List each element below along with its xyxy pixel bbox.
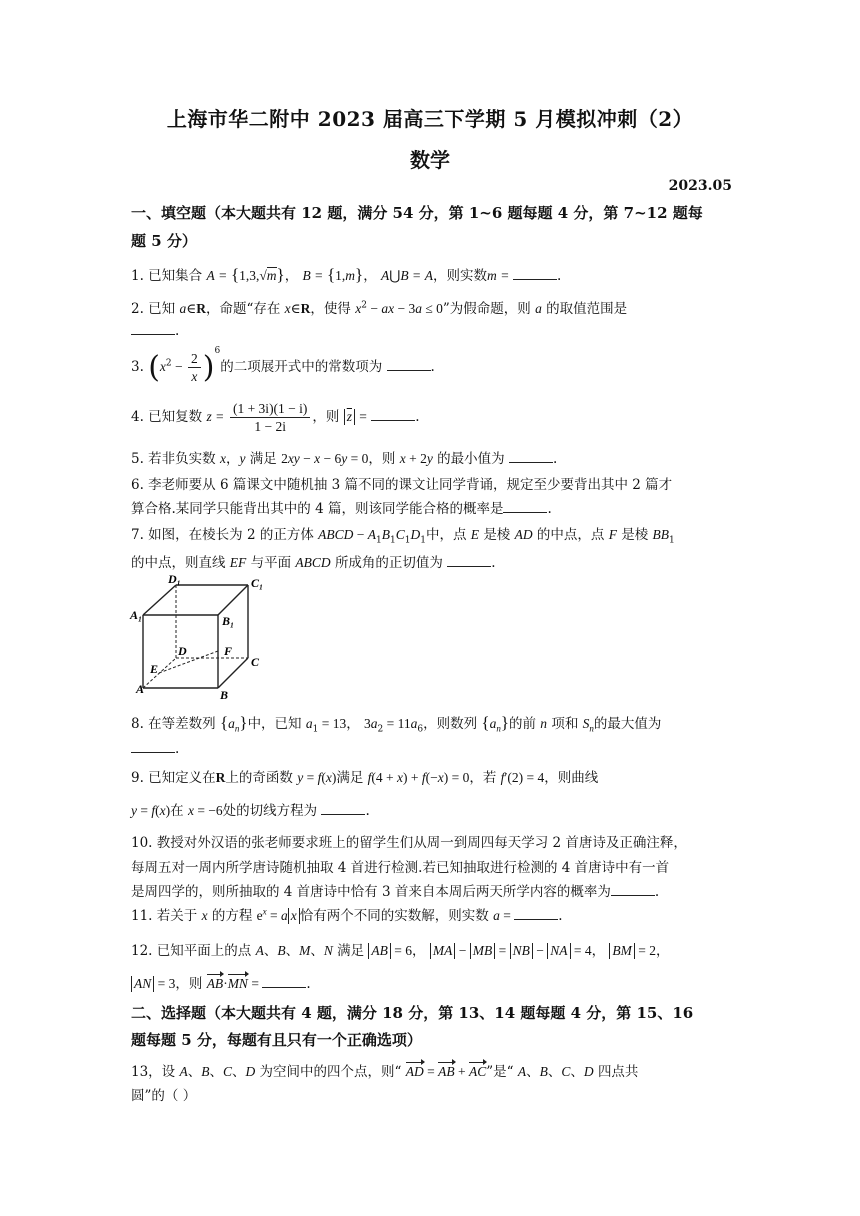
- question-9: 9. 已知定义在R上的奇函数 y = f(x)满足 f(4 + x) + f(−x) = 0，若 f′(2) = 4，则曲线: [131, 770, 599, 786]
- question-2-cont: .: [131, 322, 731, 339]
- question-1: 1. 已知集合 A = {1,3,√m}， B = {1,m}， A⋃B = A，则实数m = .: [131, 265, 562, 284]
- answer-blank: [447, 554, 491, 567]
- question-4: 4. 已知复数 z = $\frac{(1 + 3i)(1 - i)}{1 - 2i}$ ，则 $\overline{z}$ = .: [131, 401, 420, 434]
- edge-bc: [218, 658, 248, 688]
- question-10-cont1: 每周五对一周内所学唐诗随机抽取 4 首进行检测.若已知抽取进行检测的 4 首唐诗中有一首: [131, 860, 670, 876]
- answer-blank: [513, 267, 557, 280]
- answer-blank: [611, 883, 655, 896]
- label-c1: C₁: [251, 576, 264, 590]
- answer-blank: [387, 358, 431, 371]
- section1-heading: 一、填空题（本大题共有 12 题，满分 54 分，第 1~6 题每题 4 分，第 7~12 题每: [131, 204, 703, 222]
- label-f: F: [224, 644, 233, 658]
- edge-b1c1: [218, 585, 248, 615]
- question-7: 7. 如图，在棱长为 2 的正方体 ABCD − $A_1B_1C_1D_1$中，点 E 是棱 AD 的中点，点 F 是棱 $BB_1$: [131, 527, 675, 546]
- question-13-cont: 圆”的（ ）: [131, 1088, 197, 1104]
- question-9-cont: y = f(x)在 x = −6处的切线方程为 .: [131, 803, 370, 819]
- exam-title: 上海市华二附中 2023 届高三下学期 5 月模拟冲刺（2）: [166, 107, 694, 131]
- label-d: D: [178, 644, 187, 658]
- section2-heading-cont: 题每题 5 分，每题有且只有一个正确选项）: [131, 1031, 422, 1049]
- question-6: 6. 李老师要从 6 篇课文中随机抽 3 篇不同的课文让同学背诵，规定至少要背出其中 2 篇才: [131, 477, 673, 493]
- question-12-cont: AN = 3，则 AB·MN = .: [131, 972, 731, 992]
- question-12: 12. 已知平面上的点 A、B、M、N 满足 AB = 6， MA − MB = NB − NA = 4， BM = 2，: [131, 943, 670, 959]
- question-10: 10. 教授对外汉语的张老师要求班上的留学生们从周一到周四每天学习 2 首唐诗及正确注释，: [131, 835, 687, 851]
- label-b: B: [220, 688, 229, 701]
- label-a1: A₁: [130, 608, 143, 622]
- answer-blank: [514, 907, 558, 920]
- edge-a1d1: [143, 585, 176, 615]
- segment-ef: [159, 651, 218, 673]
- section1-heading-cont: 题 5 分）: [131, 232, 197, 250]
- question-7-cont: 的中点，则直线 EF 与平面 ABCD 所成角的正切值为 .: [131, 555, 496, 571]
- answer-blank: [321, 802, 365, 815]
- cube-figure: [128, 575, 268, 701]
- exam-subject: 数学: [410, 148, 450, 172]
- answer-blank: [262, 975, 306, 988]
- answer-blank: [509, 450, 553, 463]
- label-a: A: [136, 682, 145, 696]
- answer-blank: [131, 740, 175, 753]
- question-3: 3. ($x^2$ − $\frac{2}{x}$ )$^6$的二项展开式中的常数项为 .: [131, 346, 435, 385]
- answer-blank: [131, 322, 175, 335]
- question-8: 8. 在等差数列 $\{a_n\}$中，已知 $a_1 = 13$， $3a_2 = 11a_6$，则数列 $\{a_n\}$的前 n 项和 $S_n$的最大值为: [131, 713, 662, 735]
- label-d1: D₁: [168, 575, 181, 586]
- label-c: C: [251, 655, 260, 669]
- question-6-cont: 算合格.某同学只能背出其中的 4 篇，则该同学能合格的概率是 .: [131, 501, 552, 517]
- label-b1: B₁: [222, 614, 235, 628]
- exam-date: 2023.05: [668, 178, 732, 194]
- question-13: 13，设 A、B、C、D 为空间中的四个点，则“ AD = AB + AC”是“ A、B、C、D 四点共: [131, 1064, 639, 1080]
- question-2: 2. 已知 a∈R，命题“存在 x∈R，使得 $x^2$ − ax − 3a ≤ 0”为假命题，则 a 的取值范围是: [131, 300, 628, 317]
- answer-blank: [503, 500, 547, 513]
- section2-heading: 二、选择题（本大题共有 4 题，满分 18 分，第 13、14 题每题 4 分，第 15、16: [131, 1004, 694, 1022]
- question-11: 11. 若关于 x 的方程 $e^x = a$ x 恰有两个不同的实数解，则实数 a = .: [131, 906, 563, 924]
- answer-blank: [371, 408, 415, 421]
- question-5: 5. 若非负实数 x，y 满足 2xy − x − 6y = 0，则 x + 2y 的最小值为 .: [131, 451, 558, 467]
- question-10-cont2: 是周四学的，则所抽取的 4 首唐诗中恰有 3 首来自本周后两天所学内容的概率为 .: [131, 884, 660, 900]
- question-8-cont: .: [131, 740, 731, 757]
- label-e: E: [150, 662, 159, 676]
